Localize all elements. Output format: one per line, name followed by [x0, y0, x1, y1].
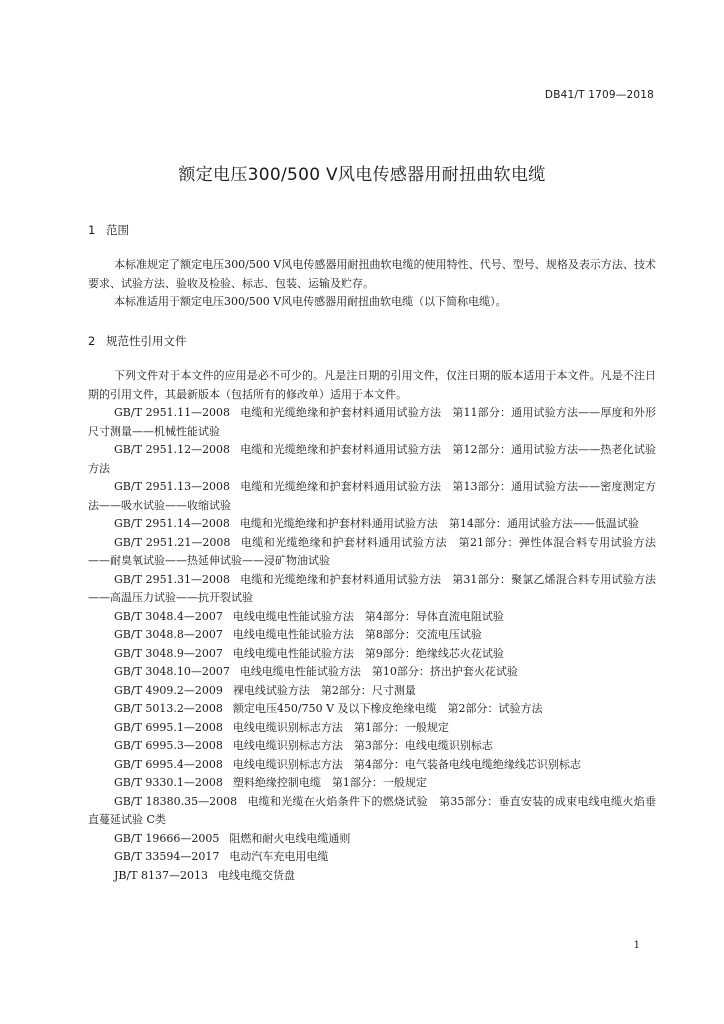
reference-code: GB/T 3048.10—2007 — [114, 665, 230, 678]
reference-item — [88, 848, 656, 867]
reference-code: GB/T 2951.31—2008 — [114, 572, 231, 586]
reference-title: 电缆和光缆在火焰条件下的燃烧试验 第35部分：垂直安装的成束电线电缆火焰垂直蔓延试验 C类 — [88, 794, 657, 826]
reference-item — [88, 645, 656, 664]
reference-code: GB/T 33594—2017 — [114, 850, 220, 863]
reference-item — [88, 774, 656, 793]
reference-item — [88, 793, 656, 830]
section-title: 范围 — [106, 223, 129, 237]
reference-title: 电缆和光缆绝缘和护套材料通用试验方法 第21部分：弹性体混合料专用试验方法——耐臭氧试验——热延伸试验——浸矿物油试验 — [88, 535, 656, 567]
reference-title: 电线电缆识别标志方法 第3部分：电线电缆识别标志 — [232, 739, 493, 752]
reference-item — [88, 626, 656, 645]
paragraph: 本标准规定了额定电压300/500 V风电传感器用耐扭曲软电缆的使用特性、代号、型号、规格及表示方法、技术要求、试验方法、验收及检验、标志、包装、运输及贮存。 — [88, 258, 656, 290]
section-1-body — [88, 256, 656, 312]
reference-title: 阻燃和耐火电线电缆通则 — [229, 831, 351, 845]
reference-code: GB/T 4909.2—2009 — [114, 683, 223, 697]
reference-item — [88, 663, 656, 682]
reference-code: GB/T 18380.35—2008 — [114, 794, 238, 808]
reference-code: GB/T 2951.12—2008 — [114, 443, 231, 456]
reference-code: GB/T 5013.2—2008 — [114, 702, 223, 715]
reference-item — [88, 404, 656, 441]
reference-title: 电线电缆识别标志方法 第4部分：电气装备电线电缆绝缘线芯识别标志 — [232, 757, 581, 771]
reference-code: GB/T 2951.14—2008 — [114, 517, 230, 530]
reference-code: GB/T 2951.13—2008 — [114, 480, 231, 493]
reference-item — [88, 700, 656, 719]
paragraph: 本标准适用于额定电压300/500 V风电传感器用耐扭曲软电缆（以下简称电缆）。 — [114, 295, 507, 308]
reference-title: 电动汽车充电用电缆 — [229, 850, 329, 863]
reference-title: 电缆和光缆绝缘和护套材料通用试验方法 第13部分：通用试验方法——密度测定方法——吸水试验——收缩试验 — [88, 480, 656, 512]
reference-title: 电线电缆电性能试验方法 第10部分：挤出护套火花试验 — [239, 665, 518, 678]
reference-title: 电线电缆识别标志方法 第1部分：一般规定 — [232, 720, 449, 734]
reference-code: GB/T 2951.21—2008 — [114, 535, 231, 549]
reference-title: 电缆和光缆绝缘和护套材料通用试验方法 第14部分：通用试验方法——低温试验 — [239, 517, 639, 530]
reference-item — [88, 571, 656, 608]
section-2-body — [88, 367, 656, 885]
document-title: 额定电压300/500 V风电传感器用耐扭曲软电缆 — [178, 165, 546, 185]
reference-title: 裸电线试验方法 第2部分：尺寸测量 — [232, 683, 416, 697]
reference-item — [88, 608, 656, 627]
reference-title: 电缆和光缆绝缘和护套材料通用试验方法 第12部分：通用试验方法——热老化试验方法 — [88, 443, 656, 475]
section-title: 规范性引用文件 — [106, 334, 187, 348]
reference-code: GB/T 3048.8—2007 — [114, 628, 223, 641]
section-number: 2 — [88, 334, 96, 348]
reference-title: 电线电缆电性能试验方法 第9部分：绝缘线芯火花试验 — [232, 646, 504, 660]
section-number: 1 — [88, 223, 96, 237]
reference-item — [88, 478, 656, 515]
reference-code: GB/T 6995.1—2008 — [114, 720, 223, 734]
reference-item — [88, 719, 656, 738]
reference-title: 电线电缆交货盘 — [218, 868, 296, 882]
reference-code: GB/T 6995.4—2008 — [114, 757, 223, 771]
reference-item — [88, 534, 656, 571]
reference-item — [88, 756, 656, 775]
reference-item — [88, 441, 656, 478]
reference-code: GB/T 9330.1—2008 — [114, 776, 223, 789]
reference-item — [88, 737, 656, 756]
reference-item — [88, 867, 656, 886]
reference-item — [88, 515, 656, 534]
reference-title: 塑料绝缘控制电缆 第1部分：一般规定 — [232, 776, 427, 789]
paragraph: 下列文件对于本文件的应用是必不可少的。凡是注日期的引用文件，仅注日期的版本适用于本文件。凡是不注日期的引用文件，其最新版本（包括所有的修改单）适用于本文件。 — [88, 369, 656, 401]
page-number: 1 — [633, 940, 640, 951]
reference-title: 电线电缆电性能试验方法 第4部分：导体直流电阻试验 — [232, 609, 504, 623]
reference-list — [88, 404, 656, 885]
reference-title: 电线电缆电性能试验方法 第8部分：交流电压试验 — [232, 628, 482, 641]
reference-item — [88, 830, 656, 849]
reference-code: GB/T 6995.3—2008 — [114, 739, 223, 752]
reference-code: GB/T 19666—2005 — [114, 831, 220, 845]
reference-code: GB/T 2951.11—2008 — [114, 406, 231, 419]
reference-title: 电缆和光缆绝缘和护套材料通用试验方法 第11部分：通用试验方法——厚度和外形尺寸测量——机械性能试验 — [88, 406, 656, 438]
reference-title: 电缆和光缆绝缘和护套材料通用试验方法 第31部分：聚氯乙烯混合料专用试验方法——高温压力试验——抗开裂试验 — [88, 572, 656, 604]
reference-item — [88, 682, 656, 701]
reference-title: 额定电压450/750 V 及以下橡皮绝缘电缆 第2部分：试验方法 — [232, 702, 543, 715]
reference-code: JB/T 8137—2013 — [114, 868, 209, 882]
section-2-heading — [88, 333, 187, 349]
standard-code: DB41/T 1709—2018 — [544, 89, 654, 101]
reference-code: GB/T 3048.4—2007 — [114, 609, 223, 623]
reference-code: GB/T 3048.9—2007 — [114, 646, 223, 660]
section-1-heading — [88, 222, 129, 238]
